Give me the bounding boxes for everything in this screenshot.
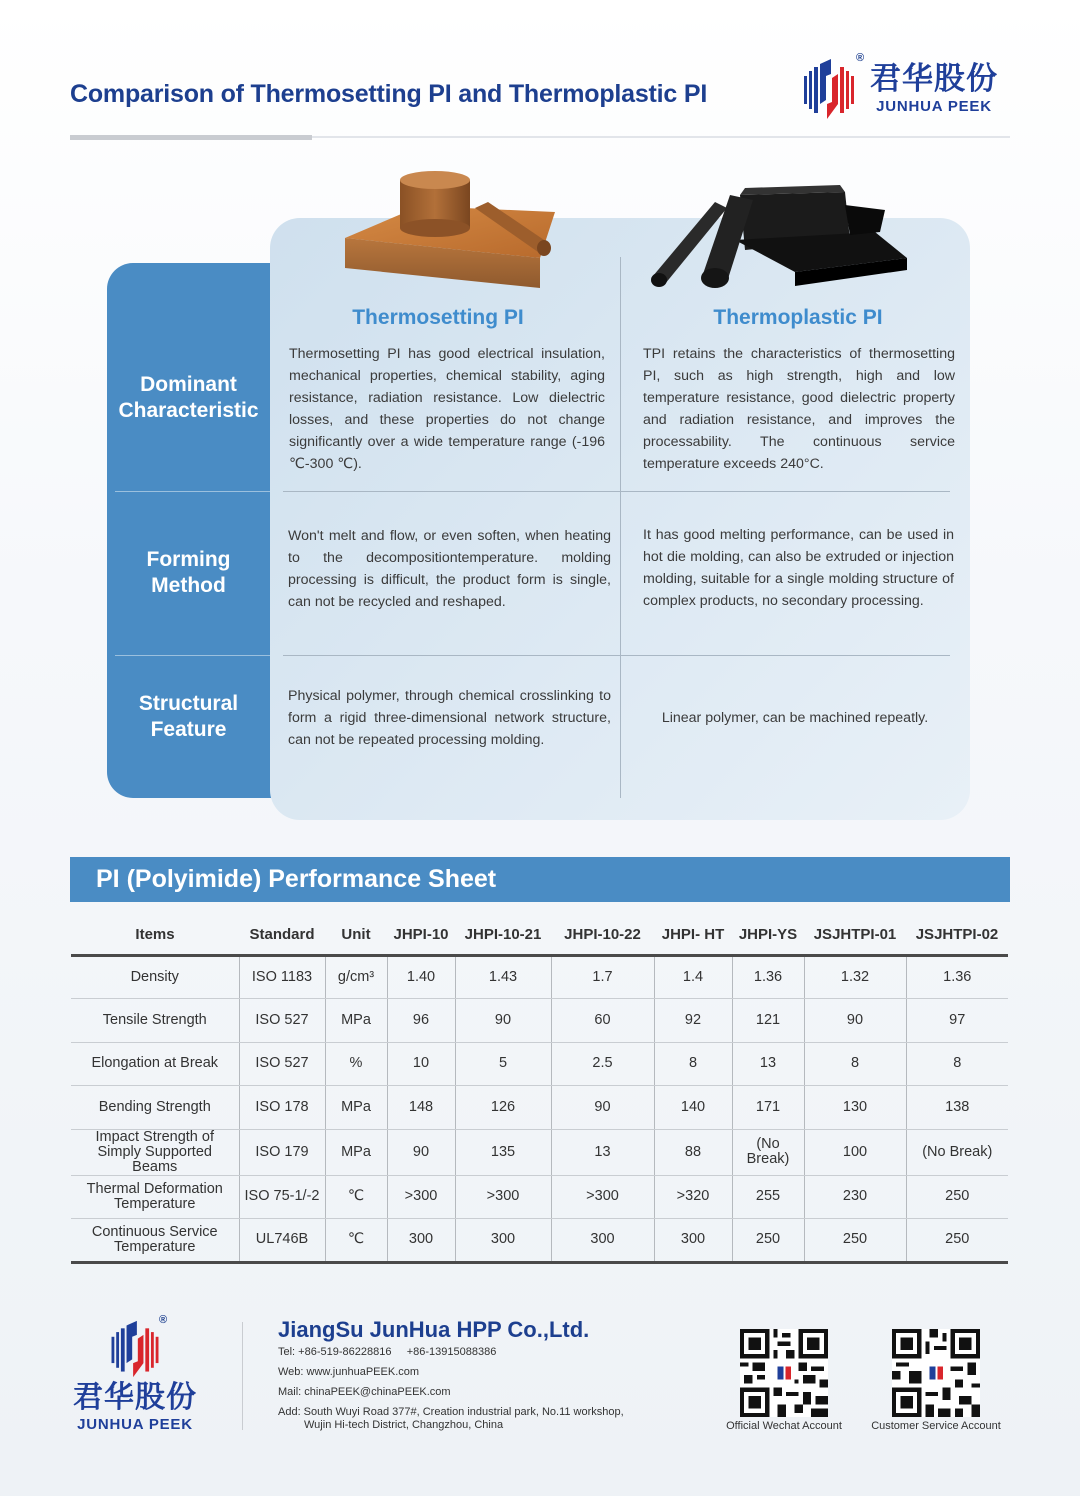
thermoplastic-forming-method: It has good melting performance, can be used in hot die molding, can also be extruded or injection molding, suitable for a single molding structure of complex products, no secondary processing. — [643, 527, 954, 609]
thermosetting-forming-method: Won't melt and flow, or even soften, when heating to the decompositiontemperature. molding processing is difficult, the product form is single, can not be recycled and reshaped. — [288, 528, 611, 610]
logo-chinese-name: 君华股份 — [73, 1380, 197, 1415]
value-cell: 135 — [455, 1129, 551, 1175]
column-title-thermosetting: Thermosetting PI — [352, 306, 524, 329]
value-cell: 90 — [387, 1129, 455, 1175]
column-header: JHPI-10 — [387, 915, 455, 955]
value-cell: 8 — [804, 1042, 906, 1086]
column-header: Items — [71, 915, 239, 955]
row-label-line: Characteristic — [118, 399, 259, 422]
value-cell: 250 — [906, 1219, 1008, 1263]
item-cell: Bending Strength — [71, 1086, 239, 1130]
column-header: JSJHTPI-02 — [906, 915, 1008, 955]
value-cell: 138 — [906, 1086, 1008, 1130]
unit-cell: MPa — [325, 1129, 387, 1175]
standard-cell: ISO 527 — [239, 999, 325, 1043]
value-cell: >320 — [654, 1175, 732, 1219]
value-cell: 300 — [387, 1219, 455, 1263]
row-divider — [115, 491, 270, 492]
standard-cell: ISO 179 — [239, 1129, 325, 1175]
qr-label-wechat: Official Wechat Account — [726, 1420, 842, 1432]
standard-cell: UL746B — [239, 1219, 325, 1263]
value-cell: 1.7 — [551, 955, 654, 999]
unit-cell: % — [325, 1042, 387, 1086]
value-cell: >300 — [551, 1175, 654, 1219]
performance-table — [71, 915, 1008, 1264]
value-cell: >300 — [455, 1175, 551, 1219]
thermosetting-product-image — [340, 168, 560, 292]
value-cell: 148 — [387, 1086, 455, 1130]
value-cell: 90 — [804, 999, 906, 1043]
value-cell: 171 — [732, 1086, 804, 1130]
junhua-logo-mark-icon — [107, 1314, 168, 1380]
column-divider — [620, 257, 621, 798]
contact-address-line2: Wujin Hi-tech District, Changzhou, China — [304, 1419, 504, 1431]
value-cell: 130 — [804, 1086, 906, 1130]
qr-code-icon — [740, 1329, 828, 1417]
value-cell: 96 — [387, 999, 455, 1043]
value-cell: 90 — [455, 999, 551, 1043]
unit-cell: MPa — [325, 1086, 387, 1130]
logo-english-name: JUNHUA PEEK — [77, 1415, 193, 1433]
value-cell: 250 — [804, 1219, 906, 1263]
value-cell: 250 — [732, 1219, 804, 1263]
value-cell: 97 — [906, 999, 1008, 1043]
value-cell: 255 — [732, 1175, 804, 1219]
value-cell: 90 — [551, 1086, 654, 1130]
standard-cell: ISO 1183 — [239, 955, 325, 999]
performance-sheet-banner — [70, 857, 1010, 902]
value-cell: 92 — [654, 999, 732, 1043]
table-row — [71, 1219, 1008, 1263]
unit-cell: MPa — [325, 999, 387, 1043]
table-row — [71, 1175, 1008, 1219]
footer-divider — [242, 1322, 243, 1430]
value-cell: 13 — [732, 1042, 804, 1086]
row-label-line: Method — [151, 574, 226, 597]
value-cell: 5 — [455, 1042, 551, 1086]
value-cell: 1.32 — [804, 955, 906, 999]
thermosetting-structural-feature: Physical polymer, through chemical crosslinking to form a rigid three-dimensional network structure, can not be repeated processing molding. — [288, 688, 611, 748]
column-header: JHPI-10-22 — [551, 915, 654, 955]
column-title-thermoplastic: Thermoplastic PI — [713, 306, 883, 329]
value-cell: 300 — [654, 1219, 732, 1263]
item-cell: Impact Strength of Simply Supported Beams — [71, 1129, 239, 1175]
row-label-structural-feature — [107, 691, 270, 743]
value-cell: 250 — [906, 1175, 1008, 1219]
qr-code-icon — [892, 1329, 980, 1417]
value-cell: 1.36 — [732, 955, 804, 999]
table-row — [71, 1129, 1008, 1175]
row-divider — [283, 655, 950, 656]
value-cell: 2.5 — [551, 1042, 654, 1086]
value-cell: 140 — [654, 1086, 732, 1130]
value-cell: >300 — [387, 1175, 455, 1219]
value-cell: 126 — [455, 1086, 551, 1130]
row-label-line: Structural — [138, 692, 239, 715]
contact-mail[interactable]: Mail: chinaPEEK@chinaPEEK.com — [278, 1386, 451, 1398]
value-cell: 300 — [551, 1219, 654, 1263]
value-cell: (No Break) — [906, 1129, 1008, 1175]
page-title: Comparison of Thermosetting PI and Thermoplastic PI — [70, 80, 708, 108]
thermoplastic-product-image — [645, 180, 910, 290]
column-header: JSJHTPI-01 — [804, 915, 906, 955]
unit-cell: g/cm³ — [325, 955, 387, 999]
item-cell: Density — [71, 955, 239, 999]
qr-label-customer-service: Customer Service Account — [871, 1420, 1001, 1432]
value-cell: 8 — [906, 1042, 1008, 1086]
thermoplastic-structural-feature: Linear polymer, can be machined repeatly. — [661, 710, 929, 726]
column-header: Unit — [325, 915, 387, 955]
brand-logo — [800, 52, 998, 122]
table-row — [71, 1042, 1008, 1086]
item-cell: Continuous Service Temperature — [71, 1219, 239, 1263]
logo-english-name: JUNHUA PEEK — [876, 97, 992, 115]
column-header: JHPI-YS — [732, 915, 804, 955]
table-row — [71, 955, 1008, 999]
value-cell: 1.40 — [387, 955, 455, 999]
item-cell: Tensile Strength — [71, 999, 239, 1043]
value-cell: 88 — [654, 1129, 732, 1175]
column-header: JHPI- HT — [654, 915, 732, 955]
value-cell: 300 — [455, 1219, 551, 1263]
row-label-line: Dominant — [140, 373, 237, 396]
item-cell: Elongation at Break — [71, 1042, 239, 1086]
thermoplastic-dominant-characteristic: TPI retains the characteristics of thermosetting PI, such as high strength, high and low temperature resistance, good dielectric property and radiation resistance, and improves the processability. The continuous service temperature exceeds 240°C. — [643, 346, 955, 472]
row-label-forming-method — [107, 547, 270, 599]
row-label-line: Forming — [146, 548, 231, 571]
row-label-dominant-characteristic — [107, 372, 270, 424]
company-name: JiangSu JunHua HPP Co.,Ltd. — [278, 1317, 590, 1342]
registered-mark: ® — [159, 1314, 168, 1326]
junhua-logo-mark-icon — [800, 52, 865, 122]
performance-sheet-title: PI (Polyimide) Performance Sheet — [96, 865, 497, 893]
value-cell: 13 — [551, 1129, 654, 1175]
value-cell: 1.4 — [654, 955, 732, 999]
value-cell: 10 — [387, 1042, 455, 1086]
title-accent-bar — [70, 135, 312, 140]
thermosetting-dominant-characteristic: Thermosetting PI has good electrical insulation, mechanical properties, chemical stability, aging resistance, radiation resistance. Low dielectric losses, and these properties do not change significantly over a wide temperature range (-196 ℃-300 ℃). — [289, 346, 605, 472]
value-cell: 60 — [551, 999, 654, 1043]
table-header-row — [71, 915, 1008, 955]
standard-cell: ISO 178 — [239, 1086, 325, 1130]
contact-address-line1: Add: South Wuyi Road 377#, Creation industrial park, No.11 workshop, — [278, 1406, 624, 1418]
contact-web[interactable]: Web: www.junhuaPEEK.com — [278, 1366, 420, 1378]
row-divider — [283, 491, 950, 492]
row-divider — [115, 655, 270, 656]
row-label-line: Feature — [150, 718, 227, 741]
standard-cell: ISO 527 — [239, 1042, 325, 1086]
column-header: JHPI-10-21 — [455, 915, 551, 955]
contact-tel: Tel: +86-519-86228816 +86-13915088386 — [278, 1346, 497, 1358]
value-cell: 8 — [654, 1042, 732, 1086]
item-cell: Thermal Deformation Temperature — [71, 1175, 239, 1219]
value-cell: 1.36 — [906, 955, 1008, 999]
footer-brand-logo — [70, 1314, 200, 1433]
value-cell: 100 — [804, 1129, 906, 1175]
registered-mark: ® — [856, 52, 865, 64]
column-header: Standard — [239, 915, 325, 955]
table-row — [71, 999, 1008, 1043]
value-cell: 1.43 — [455, 955, 551, 999]
logo-chinese-name: 君华股份 — [870, 61, 998, 98]
value-cell: (No Break) — [732, 1129, 804, 1175]
standard-cell: ISO 75-1/-2 — [239, 1175, 325, 1219]
value-cell: 230 — [804, 1175, 906, 1219]
unit-cell: ℃ — [325, 1175, 387, 1219]
table-row — [71, 1086, 1008, 1130]
value-cell: 121 — [732, 999, 804, 1043]
unit-cell: ℃ — [325, 1219, 387, 1263]
